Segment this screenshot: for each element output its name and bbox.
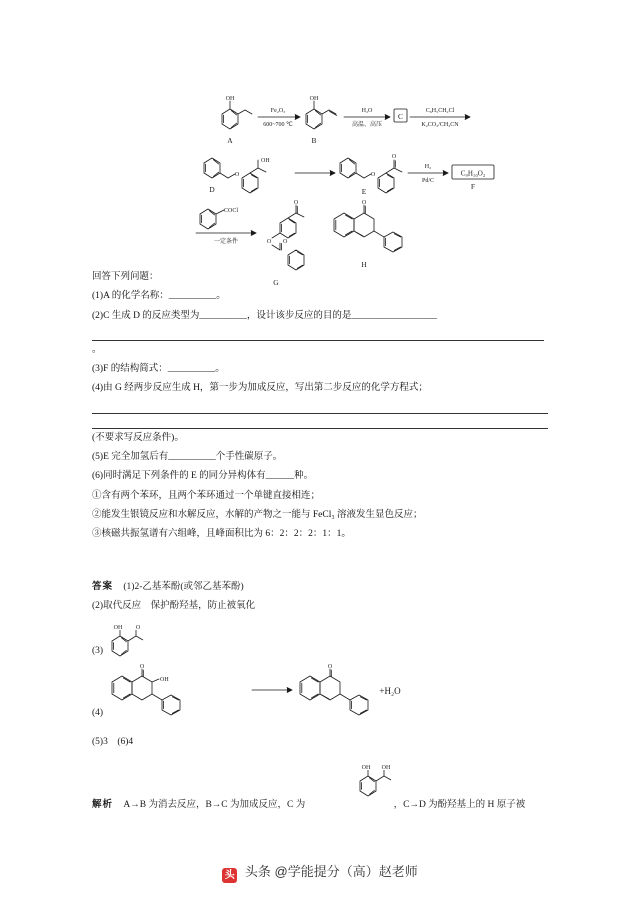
question-1: (1)A 的化学名称：__________。 xyxy=(92,291,226,302)
answer-3-label: (3) xyxy=(92,646,104,656)
answer-4-label: (4) xyxy=(92,708,104,718)
svg-text:H: H xyxy=(361,260,367,269)
analysis-line xyxy=(92,796,525,810)
svg-text:OH: OH xyxy=(361,765,371,771)
svg-text:B: B xyxy=(311,136,317,145)
answer-1-text: (1)2-乙基苯酚(或邻乙基苯酚) xyxy=(123,582,244,592)
condition-3: ③核磁共振氢谱有六组峰，且峰面积比为 6：2：2：2：1：1。 xyxy=(92,529,351,540)
svg-text:O: O xyxy=(266,239,272,245)
question-2-rule: 。 xyxy=(92,326,548,360)
svg-text:O: O xyxy=(139,664,145,670)
svg-text:Pd/C: Pd/C xyxy=(421,178,435,184)
analysis-text-2: ，C→D 为酚羟基上的 H 原子被 xyxy=(393,800,526,810)
question-3: (3)F 的结构简式：__________。 xyxy=(92,364,225,375)
question-4-rule-a xyxy=(92,399,548,414)
answer-4-equation xyxy=(92,660,422,725)
answer-section xyxy=(92,578,548,617)
svg-text:E: E xyxy=(361,187,367,196)
question-4-note: (不要求写反应条件)。 xyxy=(92,432,184,443)
svg-text:Fe₂O₃: Fe₂O₃ xyxy=(270,108,286,114)
condition-2: ②能发生银镜反应和水解反应，水解的产物之一能与 FeCl₃ 溶液发生显色反应； xyxy=(92,509,423,520)
svg-text:C₉H₁₀O₂: C₉H₁₀O₂ xyxy=(460,169,486,178)
answer-line-2: (2)取代反应 保护酚羟基，防止被氧化 xyxy=(92,601,256,612)
svg-text:H₂O: H₂O xyxy=(361,108,373,114)
svg-text:OH: OH xyxy=(225,96,235,102)
svg-text:一定条件: 一定条件 xyxy=(213,239,239,245)
svg-text:600~700 ℃: 600~700 ℃ xyxy=(263,122,293,128)
svg-text:OH: OH xyxy=(113,625,123,631)
svg-text:D: D xyxy=(209,185,215,194)
condition-1: ①含有两个苯环，且两个苯环通过一个单键直接相连； xyxy=(92,490,321,501)
prompt-text: 回答下列问题： xyxy=(92,272,159,282)
svg-text:O: O xyxy=(371,172,376,178)
svg-text:O: O xyxy=(283,239,288,245)
svg-text:高温、高压: 高温、高压 xyxy=(351,122,383,128)
svg-text:C₆H₅CH₂Cl: C₆H₅CH₂Cl xyxy=(425,108,455,114)
svg-text:O: O xyxy=(361,200,367,206)
svg-text:COCl: COCl xyxy=(224,208,239,214)
svg-text:O: O xyxy=(391,154,397,160)
question-6: (6)同时满足下列条件的 E 的同分异构体有______种。 xyxy=(92,471,314,482)
question-5: (5)E 完全加氢后有__________个手性碳原子。 xyxy=(92,452,283,463)
svg-text:A: A xyxy=(227,136,233,145)
svg-text:O: O xyxy=(293,200,299,206)
answer-label: 答案 xyxy=(92,582,114,592)
analysis-label: 解析 xyxy=(92,800,114,810)
svg-text:K₂CO₃/CH₃CN: K₂CO₃/CH₃CN xyxy=(421,122,459,128)
svg-text:C: C xyxy=(397,112,404,121)
water-product: +H₂O xyxy=(379,686,401,696)
svg-text:F: F xyxy=(470,182,476,191)
svg-text:OH: OH xyxy=(309,96,319,102)
svg-text:O: O xyxy=(327,664,333,670)
answer-line-1 xyxy=(92,578,548,597)
question-body xyxy=(92,268,548,545)
svg-text:O: O xyxy=(235,172,240,178)
svg-text:O: O xyxy=(135,625,141,631)
footer-text: 头条 @学能提分（高）赵老师 xyxy=(244,864,418,879)
svg-text:H₂: H₂ xyxy=(424,164,432,170)
svg-text:OH: OH xyxy=(261,158,270,164)
svg-text:G: G xyxy=(273,278,279,287)
question-2: (2)C 生成 D 的反应类型为__________，设计该步反应的目的是__________________ xyxy=(92,310,437,321)
svg-text:OH: OH xyxy=(381,765,391,771)
question-4-rule-b xyxy=(92,414,548,429)
answer-line-5: (5)3 (6)4 xyxy=(92,737,134,747)
toutiao-logo-icon: 头 xyxy=(222,868,237,883)
question-4: (4)由 G 经两步反应生成 H，第一步为加成反应，写出第二步反应的化学方程式； xyxy=(92,383,428,394)
analysis-text-1: A→B 为消去反应，B→C 为加成反应，C 为 xyxy=(123,800,306,810)
svg-text:OH: OH xyxy=(160,677,169,683)
footer-watermark xyxy=(0,861,640,883)
